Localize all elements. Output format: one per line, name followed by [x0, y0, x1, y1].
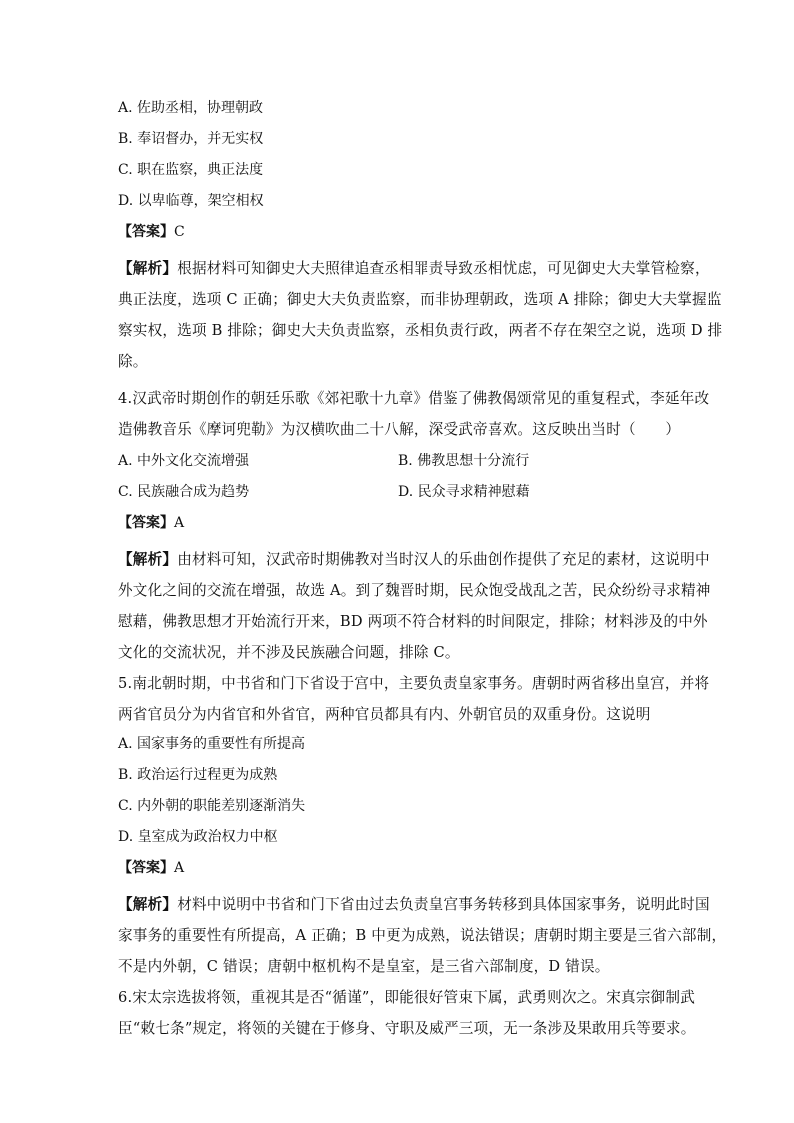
- q5-option-c: C. 内外朝的职能差别逐渐消失: [118, 798, 306, 814]
- explanation-line: 【解析】由材料可知，汉武帝时期佛教对当时汉人的乐曲创作提供了充足的素材，这说明中: [118, 551, 710, 568]
- document-page: [118, 98, 727, 1044]
- explanation-line: 家事务的重要性有所提高，A 正确；B 中更为成熟，说法错误；唐朝时期主要是三省六部制，: [118, 927, 727, 944]
- stem-line: 臣“敕七条”规定，将领的关键在于修身、守职及威严三项，无一条涉及果敢用兵等要求。: [118, 1020, 696, 1037]
- q5-option-b: B. 政治运行过程更为成熟: [118, 767, 278, 783]
- q4-explanation: [118, 544, 711, 668]
- answer-tag: 【答案】: [118, 515, 174, 531]
- explanation-line: 外文化之间的交流在增强，故选 A。到了魏晋时期，民众饱受战乱之苦，民众纷纷寻求精神: [118, 582, 711, 599]
- stem-line: 6.宋太宗选拔将领，重视其是否“循谨”，即能很好管束下属，武勇则次之。宋真宗御制武: [118, 989, 696, 1006]
- answer-value: A: [174, 515, 185, 531]
- q3-options: [118, 98, 678, 211]
- stem-line: 5.南北朝时期，中书省和门下省设于宫中，主要负责皇家事务。唐朝时两省移出皇宫，并将: [118, 675, 710, 692]
- explanation-tag: 【解析】: [118, 260, 178, 277]
- explanation-line: 察实权，选项 B 排除；御史大夫负责监察，丞相负责行政，两者不存在架空之说，选项 D 排: [118, 322, 723, 339]
- answer-value: A: [174, 860, 185, 876]
- q5-explanation: [118, 889, 727, 982]
- explanation-line: 典正法度，选项 C 正确；御史大夫负责监察，而非协理朝政，选项 A 排除；御史大夫掌握监: [118, 291, 722, 308]
- q4-answer: [118, 513, 678, 533]
- q4-options-row-2: [118, 482, 678, 502]
- explanation-line: 不是内外朝，C 错误；唐朝中枢机构不是皇室，是三省六部制度，D 错误。: [118, 958, 610, 975]
- q6-stem: [118, 982, 696, 1044]
- stem-line: 4.汉武帝时期创作的朝廷乐歌《郊祀歌十九章》借鉴了佛教偈颂常见的重复程式，李延年改: [118, 390, 710, 407]
- q3-option-c: C. 职在监察，典正法度: [118, 162, 264, 178]
- q3-option-b: B. 奉诏督办，并无实权: [118, 131, 264, 147]
- q3-option-d: D. 以卑临尊，架空相权: [118, 193, 264, 209]
- q4-option-d: D. 民众寻求精神慰藉: [398, 484, 530, 500]
- stem-line: 两省官员分为内省官和外省官，两种官员都具有内、外朝官员的双重身份。这说明: [118, 706, 651, 723]
- q5-option-a: A. 国家事务的重要性有所提高: [118, 736, 306, 752]
- q4-option-a: A. 中外文化交流增强: [118, 453, 250, 469]
- q3-answer: [118, 222, 678, 242]
- stem-line: 造佛教音乐《摩诃兜勒》为汉横吹曲二十八解，深受武帝喜欢。这反映出当时（ ）: [118, 421, 681, 438]
- explanation-line: 【解析】材料中说明中书省和门下省由过去负责皇宫事务转移到具体国家事务，说明此时国: [118, 896, 710, 913]
- answer-tag: 【答案】: [118, 224, 174, 240]
- explanation-line: 慰藉，佛教思想才开始流行开来，BD 两项不符合材料的时间限定，排除；材料涉及的中外: [118, 613, 708, 630]
- q3-explanation: [118, 253, 723, 377]
- answer-value: C: [174, 224, 185, 240]
- q5-option-d: D. 皇室成为政治权力中枢: [118, 829, 278, 845]
- q5-stem: [118, 668, 710, 730]
- q4-option-c: C. 民族融合成为趋势: [118, 484, 250, 500]
- q5-answer: [118, 858, 678, 878]
- q3-option-a: A. 佐助丞相，协理朝政: [118, 100, 264, 116]
- answer-tag: 【答案】: [118, 860, 174, 876]
- explanation-tag: 【解析】: [118, 896, 178, 913]
- explanation-line: 文化的交流状况，并不涉及民族融合问题，排除 C。: [118, 644, 460, 661]
- explanation-line: 除。: [118, 353, 148, 370]
- q5-options: [118, 734, 678, 847]
- q4-options-row-1: [118, 451, 678, 471]
- explanation-line: 【解析】根据材料可知御史大夫照律追查丞相罪责导致丞相忧虑，可见御史大夫掌管检察，: [118, 260, 710, 277]
- q4-option-b: B. 佛教思想十分流行: [398, 453, 530, 469]
- explanation-tag: 【解析】: [118, 551, 178, 568]
- q4-stem: [118, 383, 710, 445]
